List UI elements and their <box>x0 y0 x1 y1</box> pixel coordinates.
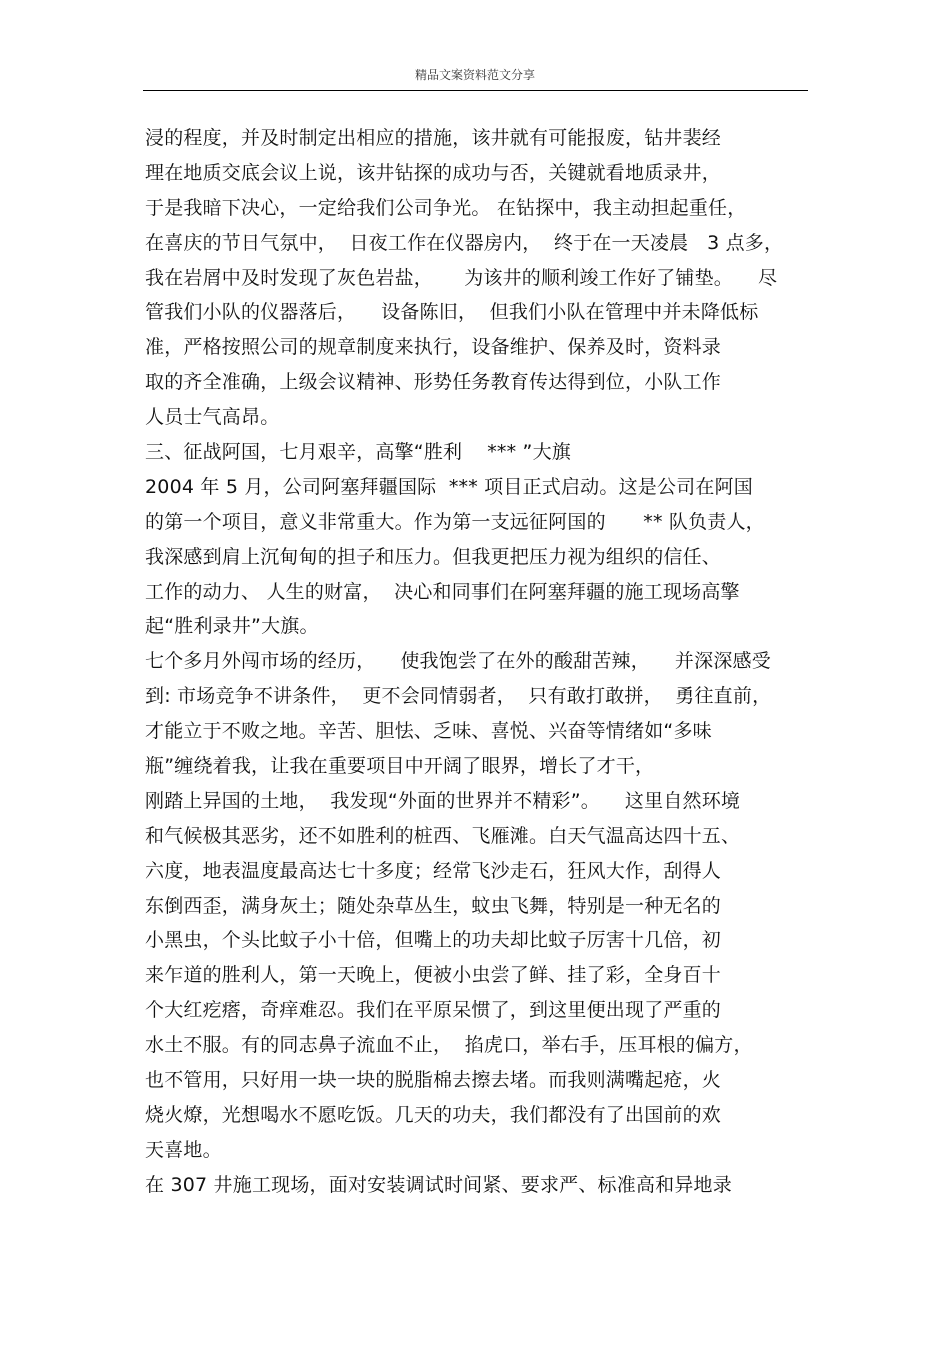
text-line: 人员士气高昂。 <box>145 406 280 429</box>
text-line: 刚踏上异国的土地， 我发现“外面的世界并不精彩”。 这里自然环境 <box>145 789 741 812</box>
text-line: 来乍道的胜利人，第一天晚上，便被小虫尝了鲜、挂了彩，全身百十 <box>145 964 722 987</box>
text-line: 个大红疙瘩，奇痒难忍。我们在平原呆惯了，到这里便出现了严重的 <box>145 999 722 1022</box>
text-line: 我在岩屑中及时发现了灰色岩盐， 为该井的顺利竣工作好了铺垫。 尽 <box>145 266 778 289</box>
text-line: 天喜地。 <box>145 1138 222 1161</box>
text-line: 水土不服。有的同志鼻子流血不止， 掐虎口，举右手，压耳根的偏方， <box>145 1034 753 1057</box>
section-heading: 三、征战阿国，七月艰辛，高擎“胜利 *** ”大旗 <box>145 441 571 464</box>
header-divider <box>143 90 808 91</box>
text-line: 浸的程度，并及时制定出相应的措施，该井就有可能报废，钻井裴经 <box>145 127 722 149</box>
text-line: 小黑虫，个头比蚊子小十倍，但嘴上的功夫却比蚊子厉害十几倍，初 <box>145 929 722 952</box>
text-line: 七个多月外闯市场的经历， 使我饱尝了在外的酸甜苦辣， 并深深感受 <box>145 650 771 673</box>
text-line: 才能立于不败之地。辛苦、胆怯、乏味、喜悦、兴奋等情绪如“多味 <box>145 720 712 743</box>
text-line: 在喜庆的节日气氛中， 日夜工作在仪器房内， 终于在一天凌晨 3 点多， <box>145 231 784 254</box>
text-line: 瓶”缠绕着我，让我在重要项目中开阔了眼界，增长了才干， <box>145 755 655 778</box>
text-line: 和气候极其恶劣，还不如胜利的桩西、飞雁滩。白天气温高达四十五、 <box>145 824 741 847</box>
text-line: 我深感到肩上沉甸甸的担子和压力。但我更把压力视为组织的信任、 <box>145 545 722 568</box>
text-line: 取的齐全准确，上级会议精神、形势任务教育传达得到位，小队工作 <box>145 371 722 394</box>
text-line: 到: 市场竞争不讲条件， 更不会同情弱者， 只有敢打敢拼， 勇往直前， <box>145 685 772 708</box>
text-line: 在 307 井施工现场，面对安装调试时间紧、要求严、标准高和异地录 <box>145 1173 732 1196</box>
text-line: 烧火燎，光想喝水不愿吃饭。几天的功夫，我们都没有了出国前的欢 <box>145 1103 722 1126</box>
text-line: 的第一个项目，意义非常重大。作为第一支远征阿国的 ** 队负责人， <box>145 510 765 533</box>
text-line: 准，严格按照公司的规章制度来执行，设备维护、保养及时，资料录 <box>145 336 722 359</box>
page-header: 精品文案资料范文分享 <box>414 68 535 82</box>
text-line: 工作的动力、 人生的财富， 决心和同事们在阿塞拜疆的施工现场高擎 <box>145 580 740 603</box>
text-line: 管我们小队的仪器落后， 设备陈旧， 但我们小队在管理中并未降低标 <box>145 301 759 324</box>
text-line: 东倒西歪，满身灰土；随处杂草丛生，蚊虫飞舞，特别是一种无名的 <box>145 894 722 917</box>
text-line: 起“胜利录井”大旗。 <box>145 615 319 638</box>
text-line: 理在地质交底会议上说，该井钻探的成功与否，关键就看地质录井， <box>145 161 722 184</box>
text-line: 2004 年 5 月，公司阿塞拜疆国际 *** 项目正式启动。这是公司在阿国 <box>145 475 753 498</box>
text-line: 六度，地表温度最高达七十多度；经常飞沙走石，狂风大作，刮得人 <box>145 859 722 882</box>
document-body <box>145 121 815 1203</box>
text-line: 于是我暗下决心，一定给我们公司争光。 在钻探中，我主动担起重任， <box>145 196 747 219</box>
text-line: 也不管用，只好用一块一块的脱脂棉去擦去堵。而我则满嘴起疮，火 <box>145 1069 722 1092</box>
